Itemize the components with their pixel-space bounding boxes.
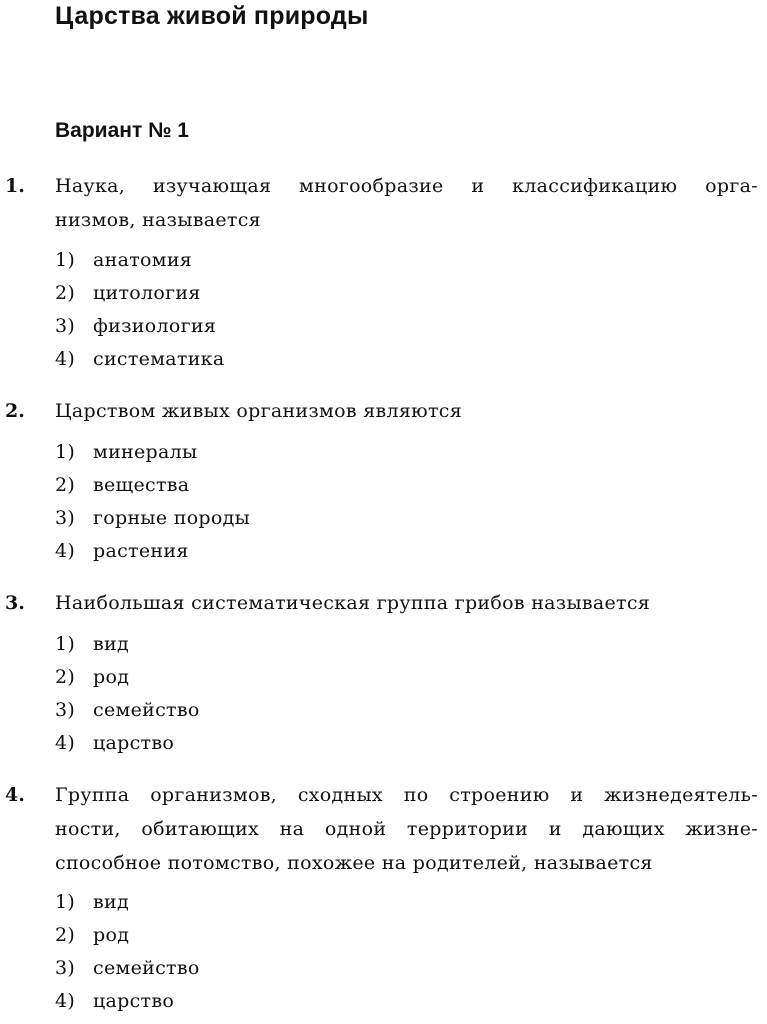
question-number: 1. [5,175,25,197]
question-text-line: низмов, называется [55,209,261,231]
option-text: цитология [93,282,201,304]
answer-option [55,244,225,277]
question-text-line: ности, обитающих на одной территории и дающих жизне- [55,818,758,840]
option-number: 2) [55,924,76,946]
question-text [55,778,758,880]
answer-option [55,310,225,343]
option-text: царство [93,732,175,754]
answer-option [55,952,200,985]
option-text: минералы [93,441,198,463]
question-text-line: Наука, изучающая многообразие и классификацию орга- [55,175,758,197]
option-number: 3) [55,507,76,529]
option-number: 3) [55,315,76,337]
answer-option [55,343,225,376]
option-text: растения [93,540,189,562]
answer-option [55,886,200,919]
question-text [55,586,758,620]
variant-heading: Вариант № 1 [55,119,189,142]
question-text-line: Царством живых организмов являются [55,400,463,422]
question-text-line: Группа организмов, сходных по строению и жизнедеятель- [55,784,758,806]
answer-option [55,628,200,661]
option-text: вид [93,633,129,655]
answer-options [55,244,225,376]
question-number: 2. [5,400,25,422]
option-number: 1) [55,891,76,913]
answer-option [55,469,250,502]
option-text: систематика [93,348,225,370]
option-text: царство [93,990,175,1012]
option-text: вещества [93,474,190,496]
option-number: 2) [55,666,76,688]
answer-option [55,535,250,568]
option-number: 1) [55,633,76,655]
answer-option [55,502,250,535]
answer-option [55,436,250,469]
option-number: 4) [55,990,76,1012]
option-number: 3) [55,699,76,721]
option-number: 4) [55,348,76,370]
option-text: род [93,924,130,946]
option-text: вид [93,891,129,913]
answer-option [55,727,200,760]
question-text-line: способное потомство, похожее на родителей, называется [55,852,653,874]
answer-option [55,694,200,727]
question-text-line: Наибольшая систематическая группа грибов называется [55,592,651,614]
answer-option [55,277,225,310]
option-number: 4) [55,540,76,562]
answer-options [55,886,200,1018]
option-number: 2) [55,282,76,304]
question-text [55,169,758,237]
option-number: 3) [55,957,76,979]
question-text [55,394,758,428]
option-text: физиология [93,315,217,337]
answer-option [55,661,200,694]
option-text: анатомия [93,249,193,271]
option-number: 1) [55,249,76,271]
answer-options [55,628,200,760]
answer-option [55,985,200,1018]
option-text: род [93,666,130,688]
option-number: 1) [55,441,76,463]
page-title: Царства живой природы [55,2,369,30]
question-number: 4. [5,784,25,806]
answer-option [55,919,200,952]
option-number: 2) [55,474,76,496]
option-number: 4) [55,732,76,754]
option-text: семейство [93,957,200,979]
answer-options [55,436,250,568]
option-text: горные породы [93,507,251,529]
option-text: семейство [93,699,200,721]
question-number: 3. [5,592,25,614]
